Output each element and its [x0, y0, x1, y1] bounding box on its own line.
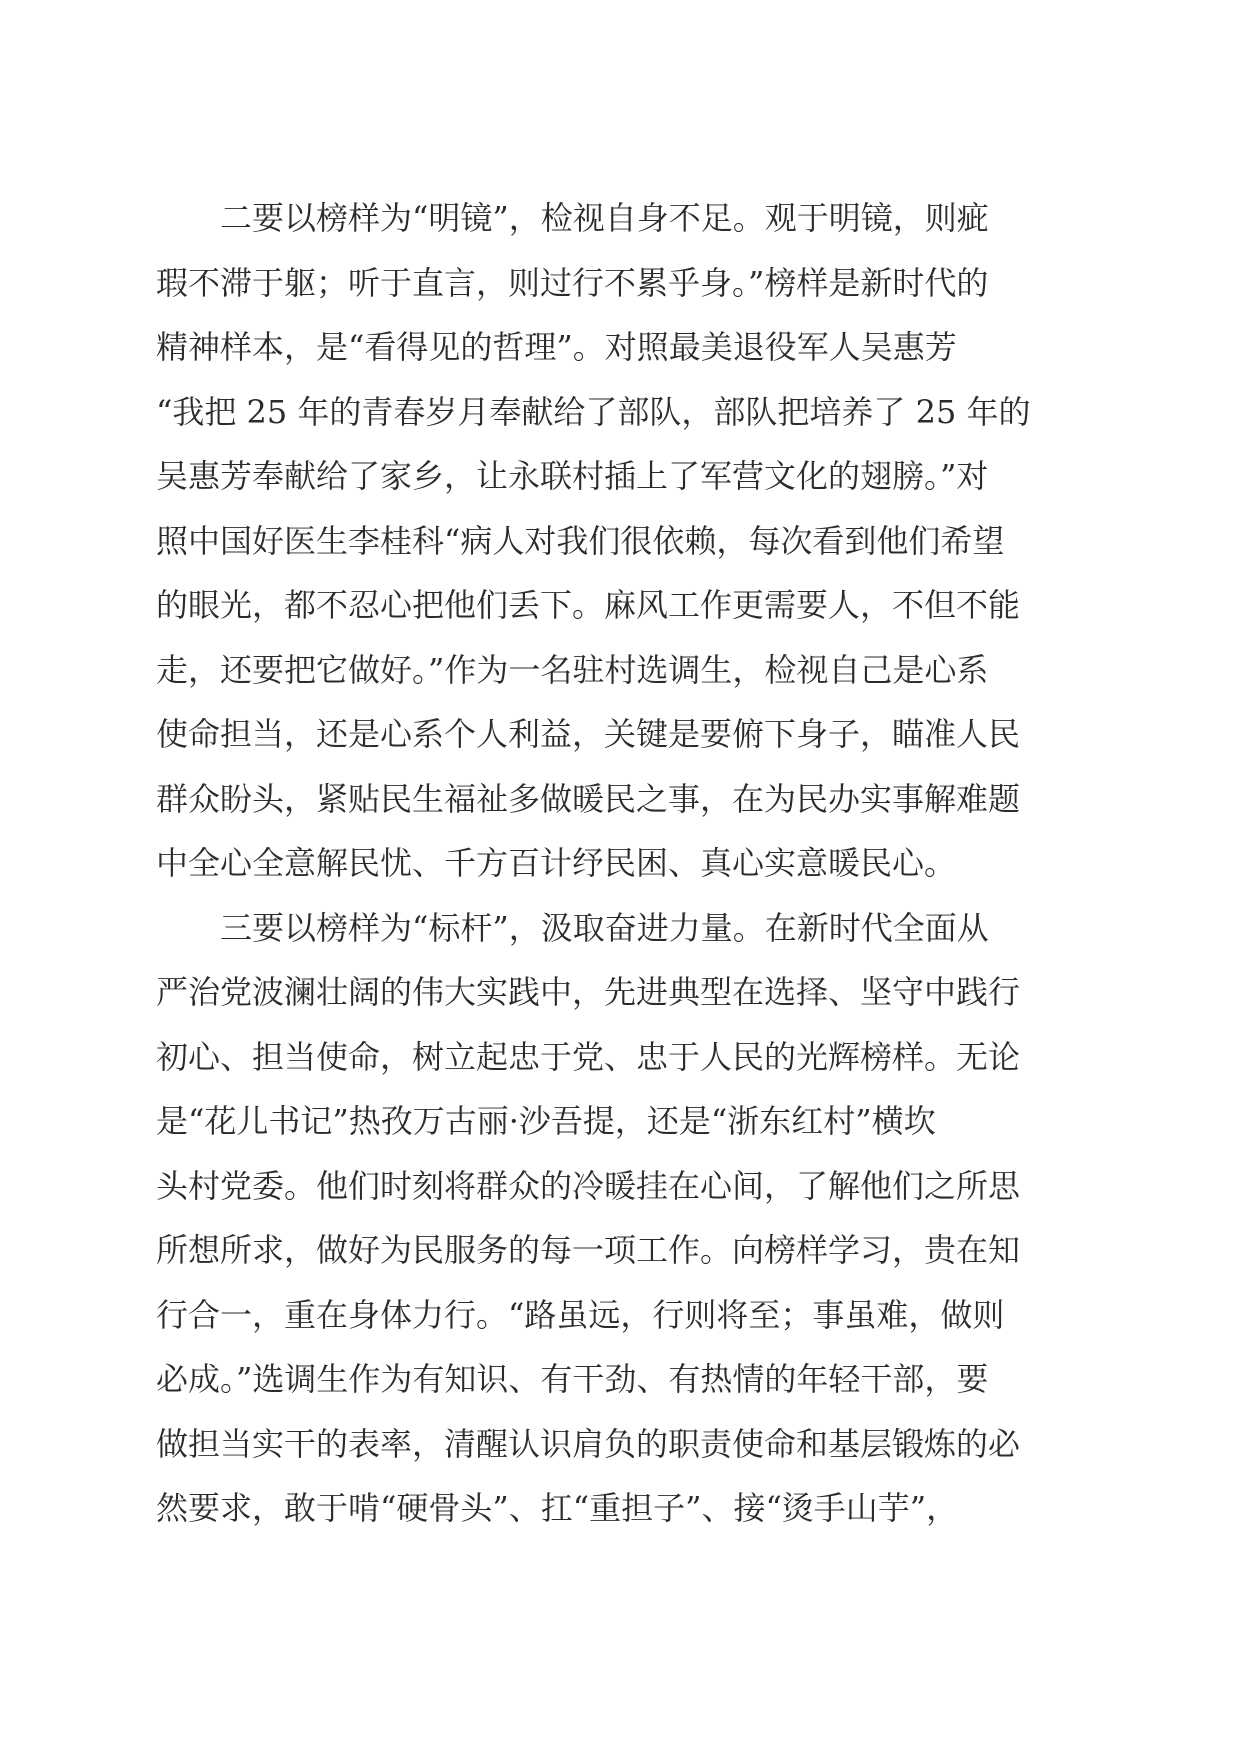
- text-line: 二要以榜样为“明镜”，检视自身不足。观于明镜，则疵: [220, 199, 989, 237]
- text-line: 群众盼头，紧贴民生福祉多做暖民之事，在为民办实事解难题: [156, 779, 1021, 818]
- text-line: 吴惠芳奉献给了家乡，让永联村插上了军营文化的翅膀。”对: [156, 457, 989, 495]
- text-line: 精神样本，是“看得见的哲理”。对照最美退役军人吴惠芳: [156, 328, 957, 366]
- text-line: 的眼光，都不忍心把他们丢下。麻风工作更需要人，不但不能: [156, 586, 1021, 624]
- text-line: 做担当实干的表率，清醒认识肩负的职责使命和基层锻炼的必: [156, 1424, 1021, 1463]
- text-line: “我把 25 年的青春岁月奉献给了部队，部队把培养了 25 年的: [156, 392, 1031, 431]
- text-line: 必成。”选调生作为有知识、有干劲、有热情的年轻干部，要: [156, 1360, 989, 1398]
- body-text: [156, 186, 1096, 1541]
- text-line: 走，还要把它做好。”作为一名驻村选调生，检视自己是心系: [156, 650, 989, 689]
- text-line: 是“花儿书记”热孜万古丽·沙吾提，还是“浙东红村”横坎: [156, 1102, 936, 1140]
- text-line: 行合一，重在身体力行。“路虽远，行则将至；事虽难，做则: [156, 1295, 1005, 1334]
- text-line: 瑕不滞于躯；听于直言，则过行不累乎身。”榜样是新时代的: [156, 263, 989, 302]
- text-line: 然要求，敢于啃“硬骨头”、扛“重担子”、接“烫手山芋”，: [156, 1489, 959, 1527]
- text-line: 使命担当，还是心系个人利益，关键是要俯下身子，瞄准人民: [156, 715, 1021, 753]
- text-line: 头村党委。他们时刻将群众的冷暖挂在心间，了解他们之所思: [156, 1166, 1021, 1205]
- paragraph-mirror: [156, 186, 1096, 896]
- text-line: 照中国好医生李桂科“病人对我们很依赖，每次看到他们希望: [156, 521, 1005, 560]
- text-line: 中全心全意解民忧、千方百计纾民困、真心实意暖民心。: [156, 844, 957, 882]
- text-line: 严治党波澜壮阔的伟大实践中，先进典型在选择、坚守中践行: [156, 973, 1021, 1011]
- text-line: 所想所求，做好为民服务的每一项工作。向榜样学习，贵在知: [156, 1231, 1021, 1269]
- text-line: 初心、担当使命，树立起忠于党、忠于人民的光辉榜样。无论: [156, 1037, 1021, 1076]
- paragraph-benchmark: [156, 896, 1096, 1541]
- text-line: 三要以榜样为“标杆”，汲取奋进力量。在新时代全面从: [220, 908, 989, 947]
